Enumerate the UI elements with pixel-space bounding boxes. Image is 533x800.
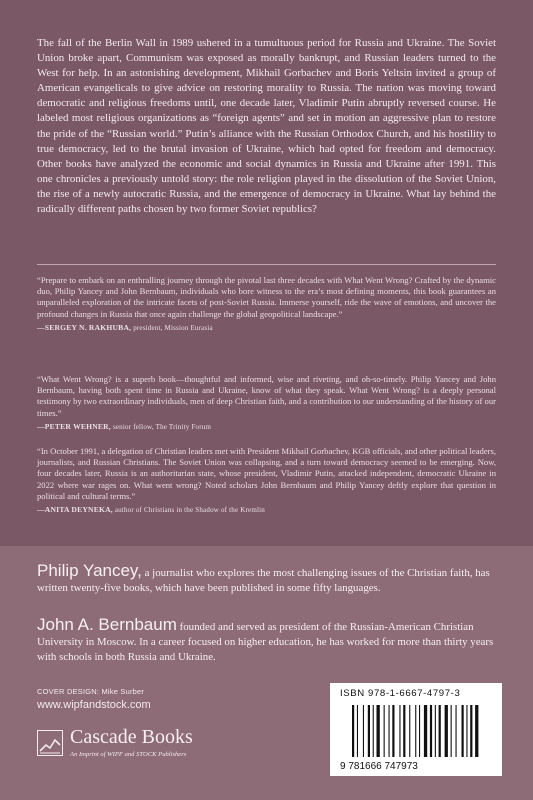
barcode-bar [466,705,467,757]
endorsement-attribution [37,421,496,433]
endorser-name: —ANITA DEYNEKA, [37,505,113,515]
barcode-bar [419,705,420,757]
author-name: John A. Bernbaum [37,615,177,634]
endorser-role: president, Mission Eurasia [133,323,213,332]
barcode-bar [439,705,441,757]
endorser-name: —PETER WEHNER, [37,421,111,431]
author-bio-john-bernbaum [37,617,499,665]
cascade-logo-icon [37,730,63,756]
barcode-bar [415,705,416,757]
barcode-bar [403,705,405,757]
barcode-bar [435,705,436,757]
publisher-logo [37,726,227,764]
barcode-bar [409,705,410,757]
publisher-name: Cascade Books [70,726,193,748]
barcode-bar [373,705,374,757]
endorsement-quote: “Prepare to embark on an enthralling journey through the pivotal last three decades with What Went Wrong? Crafted by the dynamic duo, Philip Yancey and John Bernbaum, individuals who bore witness to the era’s most defining moments, this book guarantees an unparalleled exploration of the intricate facets of post-Soviet Russia. Immerse yourself, ride the wave of emotions, and uncover the profound changes in Russia that once again challenge the global geopolitical landscape.” [37,275,496,319]
endorsement-attribution [37,322,496,334]
barcode-digits: 9 781666 747973 [340,761,418,771]
barcode-bar [445,705,448,757]
isbn-barcode [330,683,502,776]
endorsement-attribution [37,504,496,516]
cover-design-credit: COVER DESIGN: Mike Surber [37,687,145,696]
barcode-bar [377,705,380,757]
endorsement-1 [37,275,496,334]
barcode-bar [389,705,390,757]
barcode-bar [368,705,370,757]
divider-rule [37,264,496,265]
barcode-bar [451,705,452,757]
barcode-bar [475,705,478,757]
endorsement-3 [37,446,496,516]
barcode-bar [392,705,394,757]
barcode-bar [384,705,385,757]
isbn-number: ISBN 978-1-6667-4797-3 [340,688,461,699]
barcode-bar [470,705,472,757]
endorsement-2 [37,374,496,433]
endorser-name: —SERGEY N. RAKHUBA, [37,322,132,332]
endorsement-quote: “What Went Wrong? is a superb book—thoughtful and informed, wise and riveting, and oh-so-timely. Philip Yancey and John Bernbaum, having both spent time in Russia and Ukraine, know of what they speak. What Went Wrong? is a deeply personal testimony by two extraordinary individuals, men of deep Christian faith, and a contribution to our understanding of the history of our times.” [37,374,496,418]
author-description: founded and served as president of the Russian-American Christian University in Moscow. In a career focused on higher education, he has worked for more than thirty years with schools in both Russia and Ukraine. [37,621,494,663]
barcode-bar [399,705,400,757]
barcode-bar [352,705,354,757]
barcode-bar [430,705,432,757]
endorsement-quote: “In October 1991, a delegation of Christian leaders met with President Mikhail Gorbachev, KGB officials, and other political leaders, journalists, and Russian Christians. The Soviet Union was collapsing, and a turn toward democracy seemed to be emerging. Now, four decades later, Russia is an authoritarian state, whose president, Vladimir Putin, attacked independent, democratic Ukraine in 2022 where war rages on. What went wrong? Noted scholars John Bernbaum and Philip Yancey deftly explore that question in political and cultural terms.” [37,446,496,501]
barcode-bar [357,705,358,757]
cover-credits [37,687,151,711]
barcode-bar [462,705,464,757]
author-bio-philip-yancey [37,563,499,596]
publisher-website-link[interactable]: www.wipfandstock.com [37,699,151,711]
publisher-imprint-note: An Imprint of WIPF and STOCK Publishers [70,751,187,758]
barcode-bar [363,705,364,757]
barcode-bar [456,705,457,757]
book-description: The fall of the Berlin Wall in 1989 ushered in a tumultuous period for Russia and Ukraine. The Soviet Union broke apart, Communism was exposed as morally bankrupt, and Russian leaders turned to the West for help. In an astonishing development, Mikhail Gorbachev and Boris Yeltsin invited a group of American evangelicals to give advice on restoring morality to Russia. The nation was moving toward democratic and religious freedoms until, one decade later, Vladimir Putin abruptly reversed course. He labeled most religious organizations as “foreign agents” and set in motion an aggressive plan to restore the pride of the “Russian world.” Putin’s alliance with the Russian Orthodox Church, and his hostility to true democracy, led to the brutal invasion of Ukraine, which had opted for freedom and democracy. Other books have analyzed the economic and social dynamics in Russia and Ukraine after 1991. This one chronicles a previously untold story: the role religion played in the dissolution of the Soviet Union, the rise of a newly autocratic Russia, and the emergence of democracy in Ukraine. What lay behind the radically different paths chosen by two former Soviet republics? [37,37,496,216]
endorser-role: senior fellow, The Trinity Forum [112,422,212,431]
barcode-bars [338,703,494,771]
endorser-role: author of Christians in the Shadow of the Kremlin [114,506,265,515]
author-name: Philip Yancey, [37,561,142,580]
barcode-bar [424,705,427,757]
author-description: a journalist who explores the most challenging issues of the Christian faith, has written twenty-five books, which have been published in some fifty languages. [37,567,490,594]
